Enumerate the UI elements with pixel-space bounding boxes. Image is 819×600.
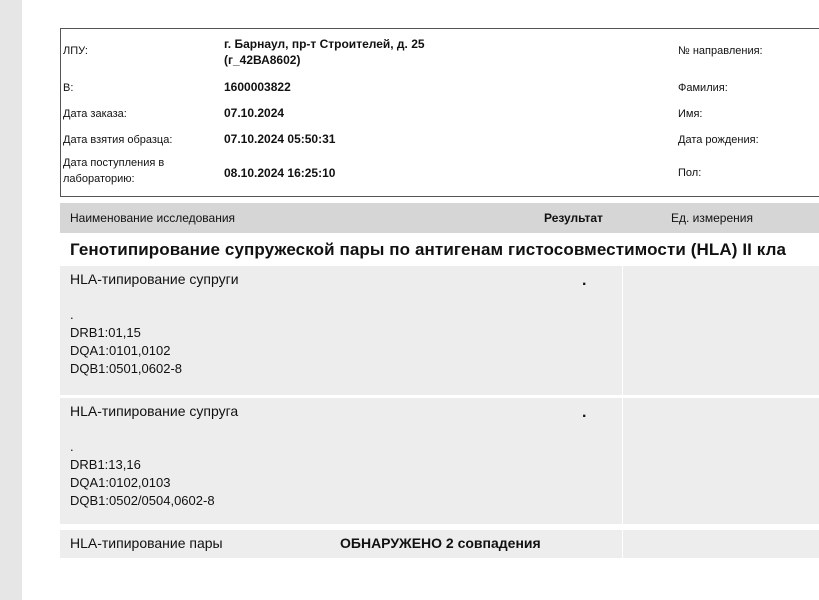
info-label: Дата поступления в [63,157,165,169]
test-result: . [582,272,587,289]
test-name: HLA-типирование пары [70,535,223,551]
info-value: 07.10.2024 05:50:31 [224,132,336,146]
hla-line: DQB1:0502/0504,0602-8 [70,493,215,508]
info-label-line2: лабораторию: [63,173,135,185]
info-right-label: Дата рождения: [678,134,759,146]
results-table-header [60,203,819,233]
test-name: HLA-типирование супруги [70,271,239,287]
info-label: Дата взятия образца: [63,134,173,146]
result-block-husband [60,398,819,524]
info-value: 08.10.2024 16:25:10 [224,166,336,180]
column-separator [622,530,623,558]
hla-line: DRB1:01,15 [70,325,141,340]
section-title: Генотипирование супружеской пары по антигенам гистосовместимости (HLA) II кла [70,240,787,259]
test-result: . [582,404,587,421]
info-right-label: № направления: [678,45,763,57]
info-label: ЛПУ: [63,45,88,57]
column-header-name: Наименование исследования [70,211,236,225]
result-block-wife [60,266,819,395]
hla-line: DRB1:13,16 [70,457,141,472]
info-value: 07.10.2024 [224,106,285,120]
test-name: HLA-типирование супруга [70,403,239,419]
hla-line: DQA1:0101,0102 [70,343,171,358]
info-label: В: [63,82,74,94]
hla-line: DQA1:0102,0103 [70,475,171,490]
result-block-couple [60,530,819,558]
column-header-result: Результат [544,211,603,225]
info-right-label: Фамилия: [678,82,728,94]
hla-line: . [70,439,74,454]
column-header-units: Ед. измерения [671,211,753,225]
info-value-line2: (г_42ВА8602) [224,53,301,67]
hla-line: . [70,307,74,322]
info-right-label: Имя: [678,108,703,120]
patient-info-table [60,28,819,197]
info-value: 1600003822 [224,80,291,94]
info-right-label: Пол: [678,167,702,179]
info-value: г. Барнаул, пр-т Строителей, д. 25 [224,37,425,51]
report-page [22,0,819,600]
column-separator [622,398,623,524]
hla-line: DQB1:0501,0602-8 [70,361,183,376]
hla-lines [70,306,182,378]
test-result: ОБНАРУЖЕНО 2 совпадения [340,535,541,551]
info-label: Дата заказа: [63,108,127,120]
hla-lines [70,438,215,510]
column-separator [622,266,623,395]
